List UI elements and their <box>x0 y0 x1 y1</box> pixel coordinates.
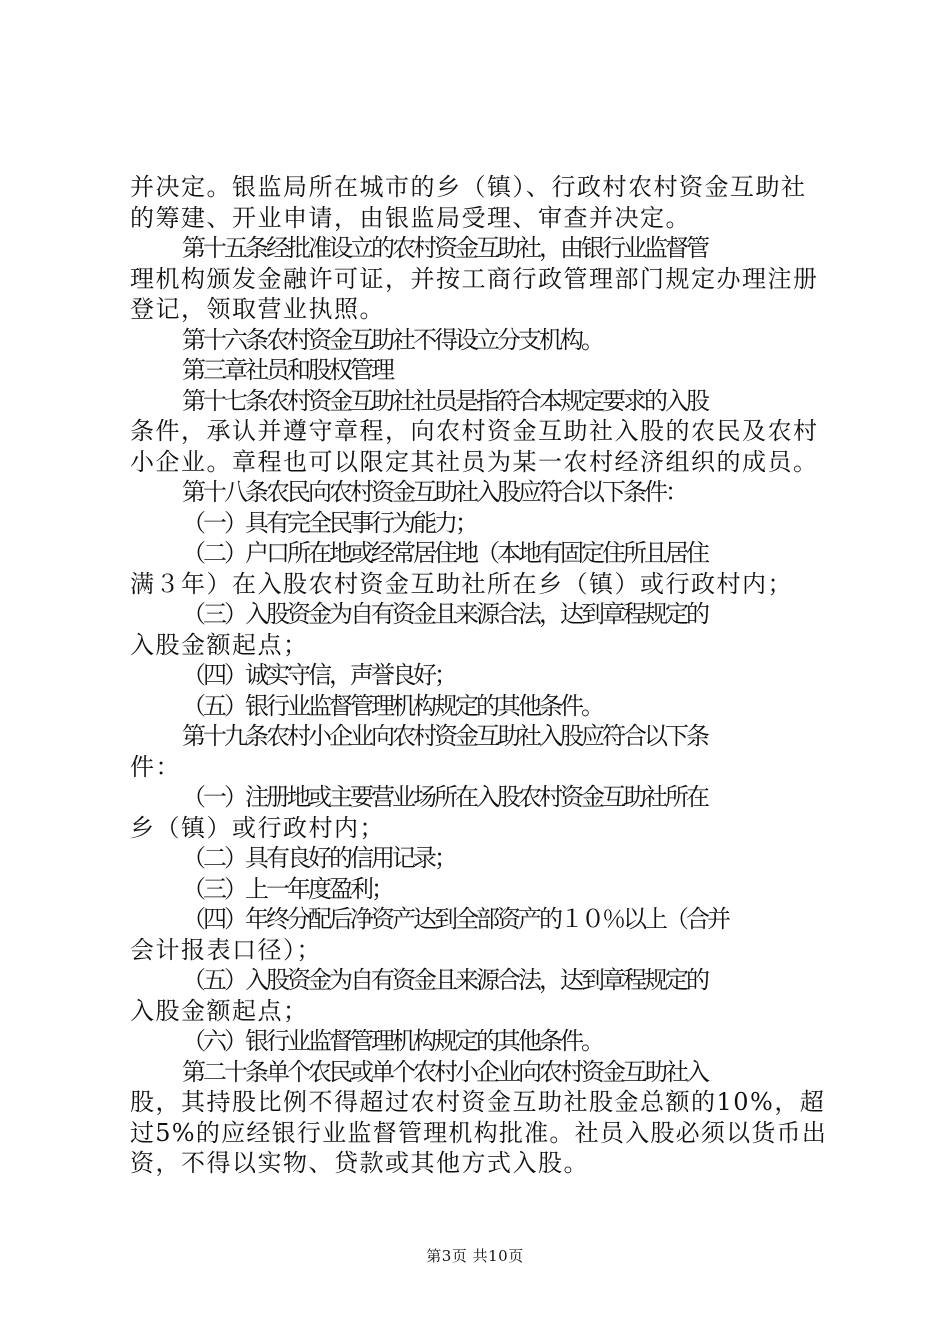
text-line: 第十九条农村小企业向农村资金互助社入股应符合以下条 <box>182 722 707 750</box>
page-footer <box>0 1245 950 1266</box>
list-item: （六）银行业监督管理机构规定的其他条件。 <box>182 1027 602 1055</box>
page-number: 第3页 共10页 <box>426 1247 524 1265</box>
list-item: （五）银行业监督管理机构规定的其他条件。 <box>182 691 602 720</box>
text-line: 第十六条农村资金互助社不得设立分支机构。 <box>182 325 602 354</box>
text-line: 件： <box>130 752 181 781</box>
text-line: 第十七条农村资金互助社社员是指符合本规定要求的入股 <box>182 386 707 415</box>
text-line: 条件，承认并遵守章程，向农村资金互助社入股的农民及农村 <box>130 417 819 445</box>
text-line: 过5%的应经银行业监督管理机构批准。社员入股必须以货币出 <box>130 1118 828 1147</box>
text-line: 资，不得以实物、贷款或其他方式入股。 <box>130 1149 589 1177</box>
text-line: 第二十条单个农民或单个农村小企业向农村资金互助社入 <box>182 1057 707 1086</box>
list-item: （一）注册地或主要营业场所在入股农村资金互助社所在 <box>182 783 707 811</box>
text-line: 小企业。章程也可以限定其社员为某一农村经济组织的成员。 <box>130 447 819 476</box>
list-item: （四）诚实守信，声誉良好； <box>182 661 455 689</box>
list-item: （三）入股资金为自有资金且来源合法，达到章程规定的 <box>182 600 707 628</box>
list-item: （四）年终分配后净资产达到全部资产的１０％以上（合并 <box>182 905 728 933</box>
text-line: 第十五条经批准设立的农村资金互助社，由银行业监督管 <box>182 234 707 262</box>
list-item: （二）具有良好的信用记录； <box>182 844 455 872</box>
text-line: 并决定。银监局所在城市的乡（镇）、行政村农村资金互助社 <box>130 173 807 201</box>
text-line: 的筹建、开业申请，由银监局受理、审查并决定。 <box>130 203 691 232</box>
text-line: 第十八条农民向农村资金互助社入股应符合以下条件： <box>182 478 686 506</box>
text-line: 入股金额起点； <box>130 996 309 1025</box>
chapter-heading: 第三章社员和股权管理 <box>182 356 392 384</box>
list-item: （五）入股资金为自有资金且来源合法，达到章程规定的 <box>182 966 707 994</box>
text-line: 会计报表口径）； <box>130 935 322 964</box>
list-item: （二）户口所在地或经常居住地（本地有固定住所且居住 <box>182 539 707 567</box>
list-item: （三）上一年度盈利； <box>182 874 392 903</box>
text-line: 满３年）在入股农村资金互助社所在乡（镇）或行政村内； <box>130 569 793 598</box>
text-line: 乡（镇）或行政村内； <box>130 813 385 842</box>
text-line: 理机构颁发金融许可证，并按工商行政管理部门规定办理注册 <box>130 264 819 293</box>
document-body <box>130 172 830 1179</box>
text-line: 登记，领取营业执照。 <box>130 295 385 323</box>
text-line: 股，其持股比例不得超过农村资金互助社股金总额的10%，超 <box>130 1088 826 1116</box>
text-line: 入股金额起点； <box>130 630 309 659</box>
list-item: （一）具有完全民事行为能力； <box>182 508 476 537</box>
